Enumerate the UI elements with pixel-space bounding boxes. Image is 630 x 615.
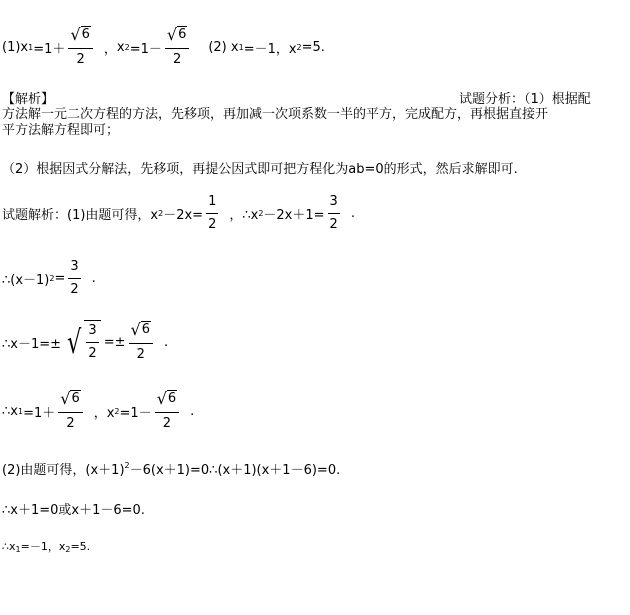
fraction	[206, 193, 218, 234]
analysis-line2: 平方法解方程即可；	[2, 123, 120, 138]
solution-step-4	[2, 390, 194, 433]
step5-rest: －6(x＋1)=0∴(x＋1)(x＋1－6)=0.	[129, 463, 341, 478]
step1-mid2: －2x＋1=	[263, 208, 325, 223]
numerator: 1	[206, 193, 218, 214]
denominator: 2	[162, 416, 172, 431]
step2-end: .	[91, 271, 96, 286]
radicand: 6	[178, 27, 187, 42]
numerator: 3	[328, 193, 340, 214]
step4-sep: ，x	[93, 406, 115, 421]
fraction: √ 6 2	[68, 26, 92, 69]
fraction: √ 6 2	[129, 321, 153, 364]
part2-x1: =－1，x	[243, 42, 297, 57]
subscript: 1	[28, 43, 34, 52]
part2-label: (2) x	[208, 40, 239, 55]
step3-end: .	[163, 334, 169, 350]
superscript: 2	[49, 274, 55, 283]
fraction: √ 6 2	[155, 390, 179, 433]
analysis-heading: 【解析】	[2, 92, 55, 107]
fraction: √ 6 2	[165, 26, 189, 69]
subscript: 2	[65, 545, 71, 554]
solution-step-5	[2, 459, 340, 478]
part2-x2: =5.	[301, 40, 325, 55]
step1-end: .	[350, 206, 355, 221]
radicand: 6	[81, 27, 90, 42]
step4-end: .	[190, 404, 195, 419]
step4-eq1: =1＋	[23, 406, 56, 421]
subscript: 2	[114, 407, 120, 416]
comma: ，	[103, 42, 117, 57]
analysis-label: 试题分析：（1）根据配	[459, 92, 591, 107]
superscript: 2	[158, 209, 164, 218]
denominator: 2	[136, 346, 145, 362]
fraction: √ 6 2	[58, 390, 82, 433]
solution-step-3	[2, 320, 168, 364]
numerator: 3	[86, 322, 98, 343]
step1-mid: －2x=	[163, 208, 204, 223]
numerator: 3	[68, 258, 80, 279]
subscript: 1	[17, 407, 24, 416]
radicand: 6	[141, 321, 150, 337]
solution-step-1	[2, 193, 355, 234]
subscript: 2	[296, 43, 302, 52]
step7-mid: =－1，x	[20, 540, 66, 553]
step1-prefix: 试题解析：(1)由题可得，x	[2, 208, 159, 223]
step7-prefix: ∴x	[2, 540, 16, 553]
part1-label: (1)	[2, 40, 21, 55]
step4-prefix: ∴x	[2, 404, 18, 419]
square-root: √ $\frac{3}{2}$	[64, 320, 101, 364]
denominator: 2	[88, 346, 97, 361]
step3-mid: =±	[103, 334, 126, 350]
solution-step-7	[2, 538, 90, 554]
radicand: 6	[167, 391, 177, 406]
subscript: 1	[238, 43, 244, 52]
step5-prefix: (2)由题可得，(x＋1)	[2, 463, 125, 478]
solution-step-2	[2, 258, 96, 299]
x1-eq: =1＋	[33, 42, 66, 57]
denominator: 2	[76, 52, 85, 67]
step2-prefix: ∴(x－1)	[2, 273, 50, 288]
analysis-line3: （2）根据因式分解法，先移项，再提公因式即可把方程化为ab=0的形式，然后求解即可.	[2, 162, 518, 177]
step1-sep: ，∴x	[229, 208, 259, 223]
fraction	[68, 258, 80, 299]
denominator: 2	[70, 282, 79, 297]
solution-step-6: ∴x＋1=0或x＋1－6=0.	[2, 503, 145, 518]
fraction	[328, 193, 340, 234]
denominator: 2	[66, 416, 75, 431]
step4-eq2: =1－	[119, 406, 152, 421]
fraction	[86, 322, 98, 363]
step7-end: =5.	[70, 540, 91, 553]
step2-eq: =	[54, 271, 66, 286]
analysis-line1: 方法解一元二次方程的方法，先移项，再加减一次项系数一半的平方，完成配方，再根据直接开	[2, 107, 549, 122]
denominator: 2	[329, 217, 338, 232]
denominator: 2	[208, 217, 217, 232]
answer-line: (1) x 1 =1＋ √ 6 2 ， x 2 =1－ √ 6 2 (2) x 1 =－1，x 2 =5.	[2, 25, 325, 67]
radicand: 6	[71, 391, 80, 406]
step3-prefix: ∴x－1=±	[2, 336, 62, 352]
subscript: 2	[124, 43, 130, 52]
subscript: 1	[15, 545, 21, 554]
superscript: 2	[258, 209, 264, 218]
superscript: 2	[124, 461, 130, 470]
denominator: 2	[172, 52, 182, 67]
x2-eq: =1－	[129, 42, 162, 57]
